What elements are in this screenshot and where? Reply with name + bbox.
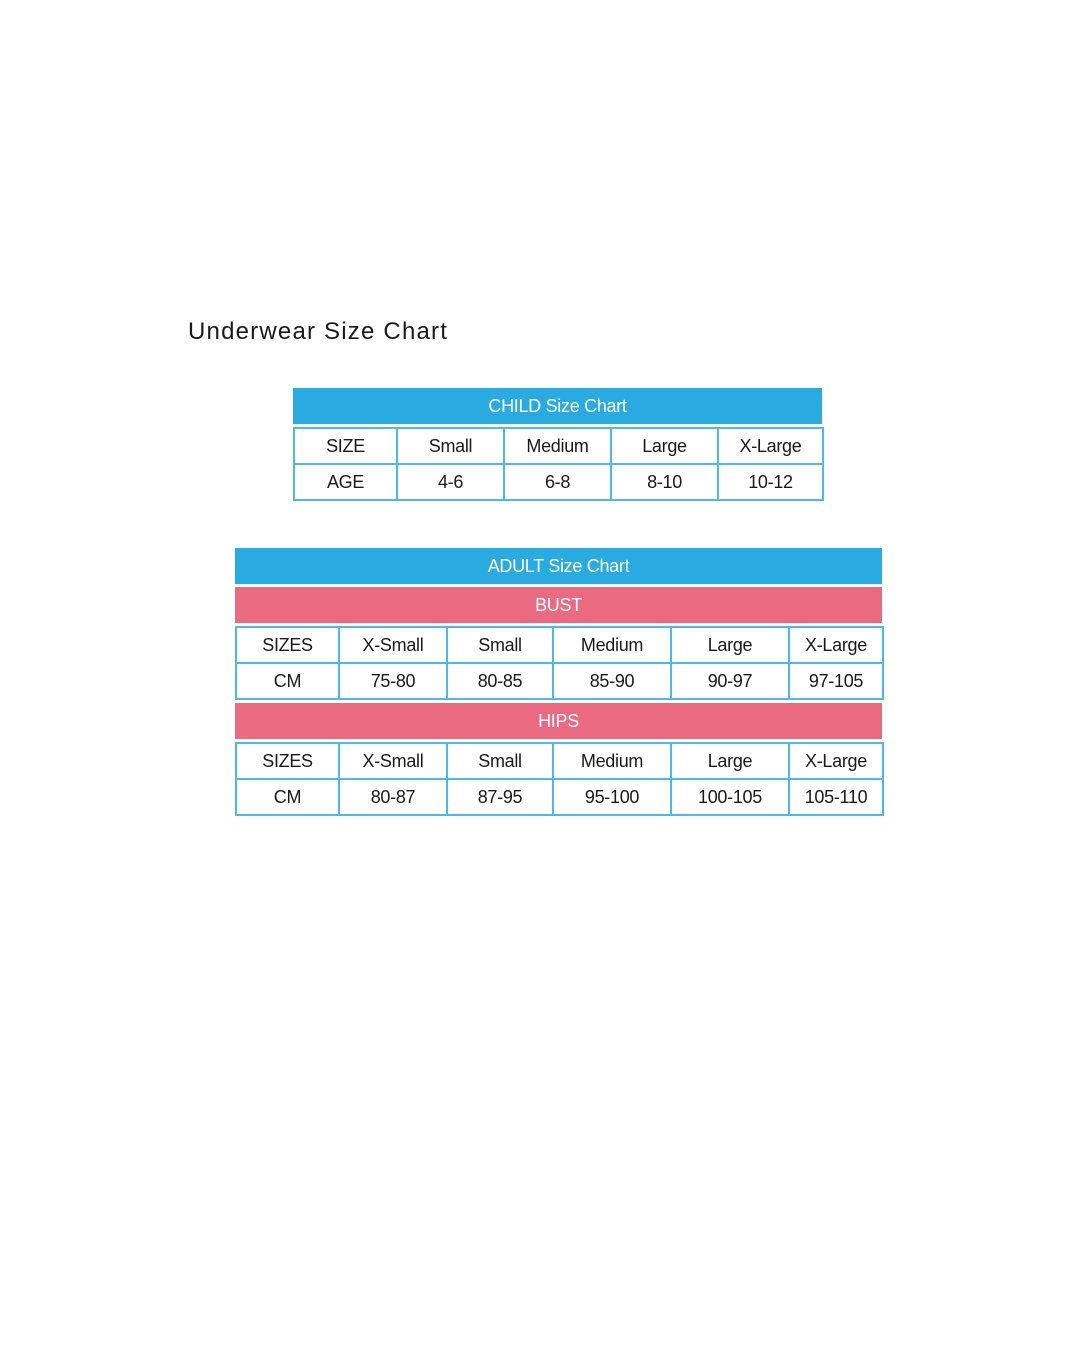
table-cell: 105-110 xyxy=(789,779,883,815)
table-cell: X-Large xyxy=(789,743,883,779)
table-cell: 95-100 xyxy=(553,779,671,815)
page-title: Underwear Size Chart xyxy=(188,318,449,345)
adult-size-chart xyxy=(235,548,882,816)
table-cell: 80-85 xyxy=(447,663,553,699)
table-cell: Small xyxy=(397,428,504,464)
table-cell: 90-97 xyxy=(671,663,789,699)
table-cell: X-Small xyxy=(339,627,447,663)
table-cell: Large xyxy=(611,428,718,464)
table-cell: X-Large xyxy=(789,627,883,663)
table-cell: X-Small xyxy=(339,743,447,779)
table-row xyxy=(236,663,883,699)
table-cell: 8-10 xyxy=(611,464,718,500)
table-row xyxy=(236,627,883,663)
child-size-table xyxy=(293,427,824,501)
table-cell: 80-87 xyxy=(339,779,447,815)
table-row xyxy=(236,743,883,779)
table-cell: Large xyxy=(671,743,789,779)
table-cell: Medium xyxy=(553,627,671,663)
bust-section-header: BUST xyxy=(235,587,882,623)
child-chart-header: CHILD Size Chart xyxy=(293,388,822,424)
table-cell: AGE xyxy=(294,464,397,500)
table-cell: 10-12 xyxy=(718,464,823,500)
child-size-chart xyxy=(293,388,822,501)
hips-section-header: HIPS xyxy=(235,703,882,739)
hips-size-table xyxy=(235,742,884,816)
table-cell: X-Large xyxy=(718,428,823,464)
table-row xyxy=(236,779,883,815)
table-cell: SIZE xyxy=(294,428,397,464)
adult-chart-header: ADULT Size Chart xyxy=(235,548,882,584)
table-row xyxy=(294,464,823,500)
table-cell: Medium xyxy=(553,743,671,779)
table-row xyxy=(294,428,823,464)
bust-size-table xyxy=(235,626,884,700)
table-cell: 6-8 xyxy=(504,464,611,500)
table-cell: 4-6 xyxy=(397,464,504,500)
table-cell: Large xyxy=(671,627,789,663)
table-cell: Medium xyxy=(504,428,611,464)
table-cell: 97-105 xyxy=(789,663,883,699)
table-cell: 87-95 xyxy=(447,779,553,815)
table-cell: SIZES xyxy=(236,743,339,779)
table-cell: 85-90 xyxy=(553,663,671,699)
table-cell: CM xyxy=(236,779,339,815)
table-cell: Small xyxy=(447,627,553,663)
table-cell: SIZES xyxy=(236,627,339,663)
table-cell: Small xyxy=(447,743,553,779)
table-cell: 75-80 xyxy=(339,663,447,699)
table-cell: 100-105 xyxy=(671,779,789,815)
table-cell: CM xyxy=(236,663,339,699)
